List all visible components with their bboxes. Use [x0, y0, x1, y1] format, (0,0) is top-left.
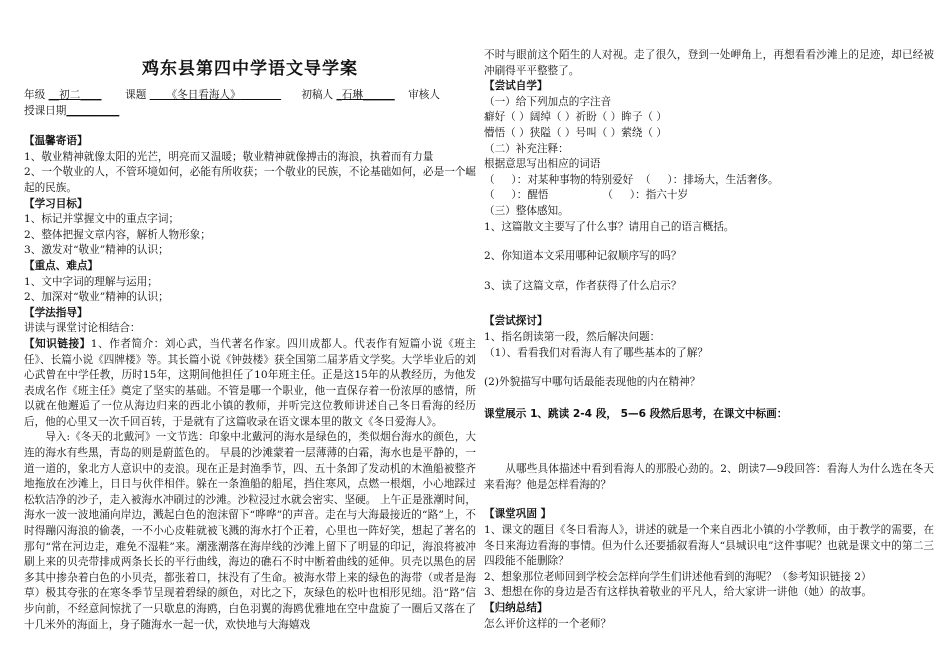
page-title: 鸡东县第四中学语文导学案 — [142, 59, 358, 79]
topic-label: 课题 — [125, 89, 147, 101]
consolidate-q1: 1、课文的题目《冬日看海人》，讲述的就是一个来自西北小镇的小学教师，由于教学的需要，在冬日来海边看海的事情。但为什么还要插叙看海人“县城识电”这件事呢？也就是课文中的第二三四段能不能删除？ — [484, 524, 934, 568]
summary-heading: 【归纳总结】 — [484, 602, 548, 615]
question-2: 2、你知道本文采用哪种记叙顺序写的吗？ — [484, 250, 682, 263]
warm-text-2: 2、一个敬业的人，不管环境如何，必能有所收获；一个敬业的民族，不论基础如何，必是一个崛起的民族。 — [24, 166, 476, 194]
consolidate-q3: 3、想想在你的身边是否有这样执着敬业的平凡人，给大家讲一讲他（她）的故事。 — [484, 586, 873, 599]
pinyin-heading: （一）给下列加点的字注音 — [484, 95, 612, 108]
meta-row — [24, 88, 476, 104]
explore-sub-2: (2)外貌描写中哪句话最能表现他的内在精神？ — [484, 376, 701, 389]
meta-block — [24, 88, 476, 633]
intro-text: 导入:《冬天的北戴河》一文节选：印象中北戴河的海水是绿色的，类似烟台海水的颜色，大连的海水有些黑，青岛的则是蔚蓝色的。 早晨的沙滩蒙着一层薄薄的白霜，海水也是平静的，一道一道的，象北方人意识中的麦浪。现在正是封渔季节，四、五十条卸了发动机的木渔船被整齐地拖放在沙滩上，日日与伙伴相伴。躲在一条渔船的船尾，挡住寒风，点燃一根烟，小心地踩过松软洁净的沙子，走入被海水冲刷过的沙滩。沙粒浸过水就会密实、坚硬。 上午正是涨潮时间，海水一波一波地涌向岸边，溅起白色的泡沫留下“哗哗”的声音。走在与大海最接近的“路”上，不时得蹦闪海浪的偷袭，一不小心皮鞋就被飞溅的海水打个正着，心里也一阵好笑，想起了著名的那句“常在河边走，难免不湿鞋”来。潮涨潮落在海岸线的沙滩上留下了明显的印记，海浪将被冲刷上来的贝壳带排成两条长长的平行曲线，海边的礁石不时中断着曲线的延伸。贝壳以黑色的居多其中掺杂着白色的小贝壳，都张着口，抹没有了生命。被海水带上来的绿色的海带（或者是海草）极其夸张的在寒冬季节呈现着碧绿的颜色，对比之下，灰绿色的松叶也相形见绌。沿“路”信步向前，不经意间惊扰了一只歇息的海鸥，白色羽翼的海鸥优雅地在空中盘旋了一圈后又落在了十几米外的海面上，身子随海水一起一伏，欢快地与大海嬉戏 — [24, 431, 476, 631]
method-text: 讲读与课堂讨论相结合： — [24, 322, 141, 335]
consolidate-heading: 【课堂巩固 】 — [484, 508, 552, 521]
link-label: 【知识链接】 — [24, 337, 91, 350]
question-3: 3、读了这篇文章，作者获得了什么启示？ — [484, 279, 682, 292]
explore-sub-1: （1）、看看我们对看海人有了哪些基本的了解？ — [484, 346, 708, 359]
key-1: 1、文中字词的理解与运用； — [24, 275, 158, 288]
author-value: _石琳______ — [336, 89, 395, 101]
topic-value: 《冬日看海人》 — [166, 89, 241, 101]
consolidate-q2: 2、想象那位老师回到学校会怎样向学生们讲述他看到的海呢？（参考知识链接 2） — [484, 570, 872, 583]
knowledge-link — [24, 337, 476, 431]
key-heading: 【重点、难点】 — [24, 259, 99, 272]
goal-2: 2、整体把握文章内容，解析人物形象； — [24, 228, 211, 241]
question-1: 1、这篇散文主要写了什么事？请用自己的语言概括。 — [484, 220, 735, 233]
fill-intro: 根据意思写出相应的词语 — [484, 158, 601, 171]
grade-value: __初二____ — [48, 89, 102, 101]
try-heading: 【尝试自学】 — [484, 80, 548, 93]
summary-question: 怎么评价这样的一个老师？ — [484, 617, 612, 630]
goal-heading: 【学习目标】 — [24, 197, 88, 210]
pinyin-row-2: 懵悟（ ）狭隘（ ）号叫（ ）萦绕（ ） — [484, 126, 667, 139]
warm-text-1: 1、敬业精神就像太阳的光芒，明亮而又温暖；敬业精神就像搏击的海浪，执着而有力量 — [24, 150, 434, 163]
fill-heading: （二）补充注释： — [484, 142, 569, 155]
date-label: 授课日期 — [24, 104, 67, 117]
goal-1: 1、标记并掌握文中的重点字词； — [24, 213, 180, 226]
continued-text: 不时与眼前这个陌生的人对视。走了很久，登到一处岬角上，再想看看沙滩上的足迹，却已经被冲刷得平平整整了。 — [484, 49, 934, 77]
pinyin-row-1: 癖好（ ）阔绰（ ）祈盼（ ）眸子（ ） — [484, 111, 667, 124]
goal-3: 3、激发对“敬业”精神的认识； — [24, 244, 169, 257]
perceive-heading: （三）整体感知。 — [484, 204, 569, 217]
fill-row-1: （ ）：对某种事物的特别爱好 （ ）：排场大，生活奢侈。 — [484, 173, 779, 186]
method-heading: 【学法指导】 — [24, 306, 88, 319]
display-heading: 课堂展示 1、跳读 2-4 段， 5—6 段然后思考，在课文中标画： — [484, 407, 788, 420]
grade-label: 年级 — [24, 89, 46, 101]
warm-heading: 【温馨寄语】 — [24, 135, 88, 148]
date-blank: __________ — [66, 104, 120, 117]
date-row — [24, 104, 476, 120]
explore-heading: 【尝试探讨】 — [484, 315, 548, 328]
right-column — [484, 48, 934, 632]
fill-row-2: （ ）：醒悟 （ ）：指六十岁 — [484, 189, 689, 202]
key-2: 2、加深对“敬业”精神的认识； — [24, 291, 169, 304]
display-text: 从哪些具体描述中看到看海人的那股心劲的。2、朗读7—9段回答：看海人为什么选在冬天来看海？他是怎样看海的？ — [484, 463, 934, 491]
author-label: 初稿人 — [301, 89, 334, 101]
explore-question: 1、指名朗读第一段，然后解决问题： — [484, 330, 661, 343]
link-text: 1、作者简介：刘心武，当代著名作家。四川成都人。代表作有短篇小说《班主任》、长篇小说《四牌楼》等。其长篇小说《钟鼓楼》获全国第二届茅盾文学奖。大学毕业后的刘心武曾在中学任教，历时15年，这期间他担任了10年班主任。正是这15年的从教经历，为他发表成名作《班主任》奠定了坚实的基础。不管是哪一个职业，他一直保存着一份浓厚的感情，所以就在他邂逅了一位从海边归来的西北小镇的教师，并听完这位教师讲述自己冬日看海的经历后，他的心里又一次千回百转，于是就有了这篇收录在语文课本里的散文《冬日爱海人》。 — [24, 337, 476, 428]
reviewer-label: 审核人 — [408, 89, 440, 101]
